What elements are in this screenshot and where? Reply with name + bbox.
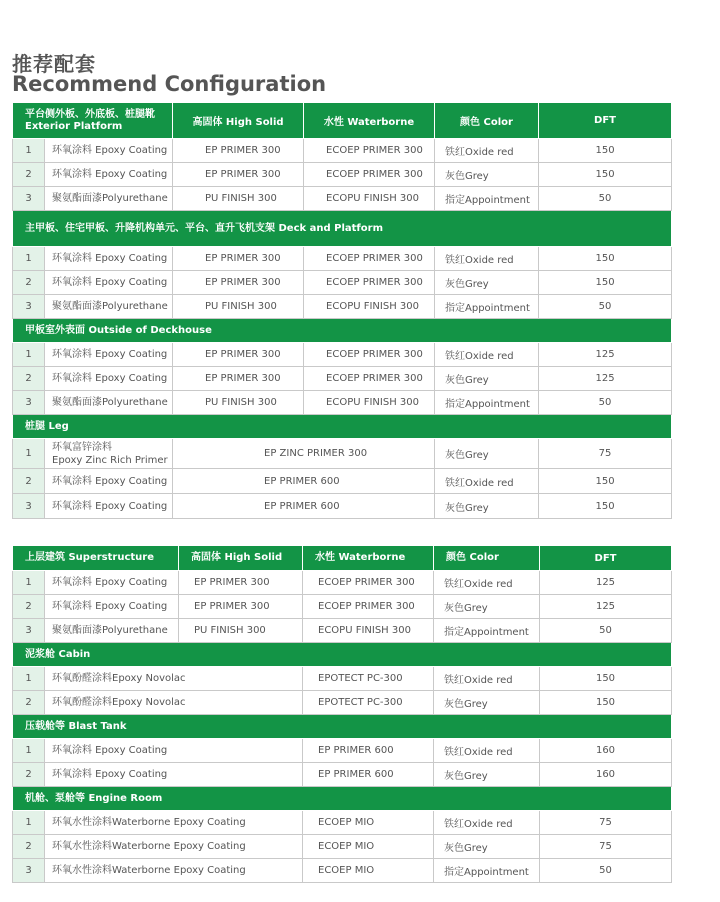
- table-row: [13, 271, 672, 295]
- header-high-solid: 高固体 High Solid: [179, 546, 303, 571]
- coating-name-en: Epoxy Zinc Rich Primer: [52, 454, 168, 466]
- waterborne-product: EP PRIMER 600: [303, 739, 434, 763]
- high-solid-product: PU FINISH 300: [173, 391, 304, 415]
- section-title-cabin: 泥浆舱 Cabin: [13, 643, 672, 667]
- row-number: 2: [13, 835, 45, 859]
- dft-value: 150: [539, 139, 672, 163]
- row-number: 2: [13, 469, 45, 494]
- coating-name: 聚氨酯面漆Polyurethane: [45, 187, 173, 211]
- waterborne-product: ECOEP PRIMER 300: [304, 139, 435, 163]
- section-title-engine-room: 机舱、泵舱等 Engine Room: [13, 787, 672, 811]
- dft-value: 50: [539, 391, 672, 415]
- waterborne-product: ECOEP MIO: [303, 859, 434, 883]
- table-row: [13, 163, 672, 187]
- dft-value: 125: [540, 595, 672, 619]
- waterborne-product: ECOPU FINISH 300: [304, 295, 435, 319]
- coating-name: 环氧酚醛涂料Epoxy Novolac: [45, 667, 303, 691]
- header-waterborne: 水性 Waterborne: [304, 103, 435, 139]
- dft-value: 150: [539, 469, 672, 494]
- high-solid-product: PU FINISH 300: [173, 295, 304, 319]
- table-row: [13, 667, 672, 691]
- color-value: 指定Appointment: [435, 391, 539, 415]
- coating-name: 环氧涂料 Epoxy Coating: [45, 139, 173, 163]
- table-header: [13, 103, 672, 139]
- color-value: 铁红Oxide red: [434, 739, 540, 763]
- table-row: [13, 619, 672, 643]
- color-value: 指定Appointment: [434, 619, 540, 643]
- color-value: 灰色Grey: [435, 439, 539, 469]
- dft-value: 150: [539, 247, 672, 271]
- page-title-en: Recommend Configuration: [12, 72, 327, 96]
- product: EP ZINC PRIMER 300: [173, 439, 435, 469]
- color-value: 铁红Oxide red: [435, 343, 539, 367]
- row-number: 3: [13, 295, 45, 319]
- coating-name: 环氧涂料 Epoxy Coating: [45, 469, 173, 494]
- color-value: 铁红Oxide red: [434, 571, 540, 595]
- color-value: 灰色Grey: [435, 367, 539, 391]
- high-solid-product: EP PRIMER 300: [179, 571, 303, 595]
- coating-name: 环氧水性涂料Waterborne Epoxy Coating: [45, 835, 303, 859]
- waterborne-product: ECOEP PRIMER 300: [304, 271, 435, 295]
- row-number: 1: [13, 247, 45, 271]
- dft-value: 50: [539, 187, 672, 211]
- configuration-table-platform: [12, 102, 672, 519]
- table-row: [13, 343, 672, 367]
- table-row: [13, 691, 672, 715]
- waterborne-product: EP PRIMER 600: [303, 763, 434, 787]
- coating-name: 环氧涂料 Epoxy Coating: [45, 163, 173, 187]
- color-value: 灰色Grey: [434, 595, 540, 619]
- coating-name: 聚氨酯面漆Polyurethane: [45, 295, 173, 319]
- waterborne-product: ECOEP PRIMER 300: [304, 343, 435, 367]
- row-number: 1: [13, 343, 45, 367]
- row-number: 3: [13, 391, 45, 415]
- section-title-deckhouse: 甲板室外表面 Outside of Deckhouse: [13, 319, 672, 343]
- color-value: 铁红Oxide red: [434, 811, 540, 835]
- table-row: [13, 187, 672, 211]
- color-value: 灰色Grey: [435, 163, 539, 187]
- color-value: 铁红Oxide red: [434, 667, 540, 691]
- section-title-leg: 桩腿 Leg: [13, 415, 672, 439]
- dft-value: 150: [539, 163, 672, 187]
- dft-value: 150: [540, 691, 672, 715]
- color-value: 铁红Oxide red: [435, 139, 539, 163]
- table-row: [13, 763, 672, 787]
- section-title-blast-tank: 压载舱等 Blast Tank: [13, 715, 672, 739]
- product: EP PRIMER 600: [173, 469, 435, 494]
- table-header: [13, 546, 672, 571]
- table-row: [13, 439, 672, 469]
- row-number: 2: [13, 271, 45, 295]
- waterborne-product: ECOEP PRIMER 300: [304, 367, 435, 391]
- table-row: [13, 494, 672, 519]
- table-row: [13, 247, 672, 271]
- table-row: [13, 295, 672, 319]
- row-number: 1: [13, 739, 45, 763]
- table-row: [13, 469, 672, 494]
- waterborne-product: ECOEP PRIMER 300: [303, 595, 434, 619]
- table-row: [13, 139, 672, 163]
- row-number: 1: [13, 439, 45, 469]
- configuration-table-superstructure: [12, 545, 672, 883]
- section-header: [13, 787, 672, 811]
- header-high-solid: 高固体 High Solid: [173, 103, 304, 139]
- header-waterborne: 水性 Waterborne: [303, 546, 434, 571]
- color-value: 指定Appointment: [435, 295, 539, 319]
- high-solid-product: EP PRIMER 300: [173, 271, 304, 295]
- table-row: [13, 859, 672, 883]
- coating-name: 环氧涂料 Epoxy Coating: [45, 367, 173, 391]
- dft-value: 75: [540, 811, 672, 835]
- section-header: [13, 643, 672, 667]
- high-solid-product: PU FINISH 300: [173, 187, 304, 211]
- header-color: 颜色 Color: [434, 546, 540, 571]
- high-solid-product: EP PRIMER 300: [173, 247, 304, 271]
- table-row: [13, 739, 672, 763]
- row-number: 2: [13, 163, 45, 187]
- coating-name: 环氧涂料 Epoxy Coating: [45, 247, 173, 271]
- page-title-cn: 推荐配套: [12, 52, 96, 76]
- dft-value: 75: [540, 835, 672, 859]
- coating-name: 环氧涂料 Epoxy Coating: [45, 739, 303, 763]
- high-solid-product: EP PRIMER 300: [173, 139, 304, 163]
- section-header: [13, 415, 672, 439]
- header-dft: DFT: [539, 103, 672, 139]
- row-number: 2: [13, 595, 45, 619]
- dft-value: 125: [539, 343, 672, 367]
- row-number: 1: [13, 139, 45, 163]
- dft-value: 125: [540, 571, 672, 595]
- coating-name: 环氧涂料 Epoxy Coating: [45, 763, 303, 787]
- coating-name: 环氧涂料 Epoxy Coating: [45, 595, 179, 619]
- coating-name-cn: 环氧富锌涂料: [52, 441, 112, 453]
- dft-value: 125: [539, 367, 672, 391]
- color-value: 指定Appointment: [434, 859, 540, 883]
- color-value: 灰色Grey: [435, 271, 539, 295]
- color-value: 指定Appointment: [435, 187, 539, 211]
- row-number: 1: [13, 667, 45, 691]
- coating-name: 环氧涂料 Epoxy Coating: [45, 494, 173, 519]
- color-value: 铁红Oxide red: [435, 469, 539, 494]
- dft-value: 160: [540, 739, 672, 763]
- dft-value: 150: [539, 271, 672, 295]
- coating-name: 聚氨酯面漆Polyurethane: [45, 619, 179, 643]
- high-solid-product: PU FINISH 300: [179, 619, 303, 643]
- table-row: [13, 595, 672, 619]
- row-number: 2: [13, 367, 45, 391]
- waterborne-product: ECOPU FINISH 300: [303, 619, 434, 643]
- header-color: 颜色 Color: [435, 103, 539, 139]
- table-row: [13, 367, 672, 391]
- row-number: 3: [13, 494, 45, 519]
- header-superstructure: 上层建筑 Superstructure: [13, 546, 179, 571]
- coating-name: [45, 439, 173, 469]
- row-number: 3: [13, 859, 45, 883]
- table-row: [13, 391, 672, 415]
- coating-name: 聚氨酯面漆Polyurethane: [45, 391, 173, 415]
- dft-value: 160: [540, 763, 672, 787]
- color-value: 铁红Oxide red: [435, 247, 539, 271]
- dft-value: 50: [539, 295, 672, 319]
- dft-value: 150: [539, 494, 672, 519]
- coating-name: 环氧酚醛涂料Epoxy Novolac: [45, 691, 303, 715]
- high-solid-product: EP PRIMER 300: [179, 595, 303, 619]
- waterborne-product: ECOEP PRIMER 300: [304, 163, 435, 187]
- row-number: 1: [13, 811, 45, 835]
- section-header: [13, 211, 672, 247]
- table-row: [13, 811, 672, 835]
- color-value: 灰色Grey: [435, 494, 539, 519]
- high-solid-product: EP PRIMER 300: [173, 343, 304, 367]
- row-number: 2: [13, 763, 45, 787]
- coating-name: 环氧水性涂料Waterborne Epoxy Coating: [45, 811, 303, 835]
- dft-value: 150: [540, 667, 672, 691]
- color-value: 灰色Grey: [434, 835, 540, 859]
- waterborne-product: ECOEP MIO: [303, 811, 434, 835]
- waterborne-product: ECOEP MIO: [303, 835, 434, 859]
- waterborne-product: EPOTECT PC-300: [303, 691, 434, 715]
- waterborne-product: ECOEP PRIMER 300: [303, 571, 434, 595]
- waterborne-product: ECOPU FINISH 300: [304, 391, 435, 415]
- waterborne-product: EPOTECT PC-300: [303, 667, 434, 691]
- header-exterior-platform: 平台侧外板、外底板、桩腿靴 Exterior Platform: [13, 103, 173, 139]
- high-solid-product: EP PRIMER 300: [173, 367, 304, 391]
- waterborne-product: ECOEP PRIMER 300: [304, 247, 435, 271]
- section-header: [13, 319, 672, 343]
- table-row: [13, 835, 672, 859]
- color-value: 灰色Grey: [434, 691, 540, 715]
- table-row: [13, 571, 672, 595]
- row-number: 1: [13, 571, 45, 595]
- coating-name: 环氧水性涂料Waterborne Epoxy Coating: [45, 859, 303, 883]
- dft-value: 50: [540, 619, 672, 643]
- dft-value: 75: [539, 439, 672, 469]
- row-number: 3: [13, 619, 45, 643]
- row-number: 2: [13, 691, 45, 715]
- color-value: 灰色Grey: [434, 763, 540, 787]
- row-number: 3: [13, 187, 45, 211]
- dft-value: 50: [540, 859, 672, 883]
- waterborne-product: ECOPU FINISH 300: [304, 187, 435, 211]
- coating-name: 环氧涂料 Epoxy Coating: [45, 343, 173, 367]
- product: EP PRIMER 600: [173, 494, 435, 519]
- coating-name: 环氧涂料 Epoxy Coating: [45, 571, 179, 595]
- header-dft: DFT: [540, 546, 672, 571]
- section-title-deck-platform: 主甲板、住宅甲板、升降机构单元、平台、直升飞机支架 Deck and Platform: [13, 211, 672, 247]
- high-solid-product: EP PRIMER 300: [173, 163, 304, 187]
- section-header: [13, 715, 672, 739]
- coating-name: 环氧涂料 Epoxy Coating: [45, 271, 173, 295]
